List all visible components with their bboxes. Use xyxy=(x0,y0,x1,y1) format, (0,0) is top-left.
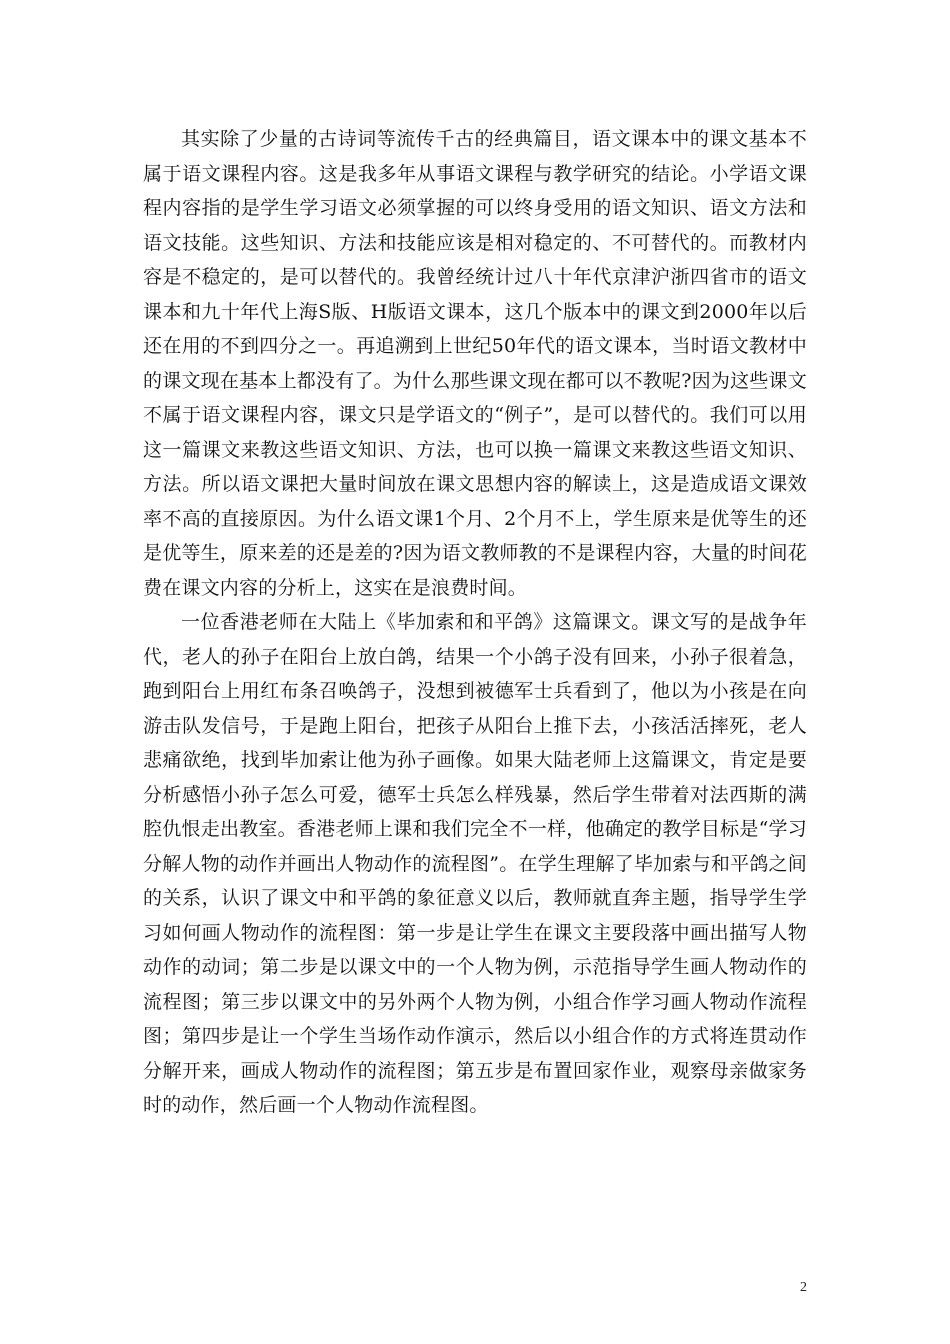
page-number: 2 xyxy=(800,1280,807,1295)
document-body xyxy=(143,122,807,1123)
body-paragraph-1: 其实除了少量的古诗词等流传千古的经典篇目，语文课本中的课文基本不属于语文课程内容。这是我多年从事语文课程与教学研究的结论。小学语文课程内容指的是学生学习语文必须掌握的可以终身受用的语文知识、语文方法和语文技能。这些知识、方法和技能应该是相对稳定的、不可替代的。而教材内容是不稳定的，是可以替代的。我曾经统计过八十年代京津沪浙四省市的语文课本和九十年代上海S版、H版语文课本，这几个版本中的课文到2000年以后还在用的不到四分之一。再追溯到上世纪50年代的语文课本，当时语文教材中的课文现在基本上都没有了。为什么那些课文现在都可以不教呢?因为这些课文不属于语文课程内容，课文只是学语文的“例子”，是可以替代的。我们可以用这一篇课文来教这些语文知识、方法，也可以换一篇课文来教这些语文知识、方法。所以语文课把大量时间放在课文思想内容的解读上，这是造成语文课效率不高的直接原因。为什么语文课1个月、2个月不上，学生原来是优等生的还是优等生，原来差的还是差的?因为语文教师教的不是课程内容，大量的时间花费在课文内容的分析上，这实在是浪费时间。 xyxy=(143,128,807,599)
body-paragraph-2: 一位香港老师在大陆上《毕加索和和平鸽》这篇课文。课文写的是战争年代，老人的孙子在阳台上放白鸽，结果一个小鸽子没有回来，小孙子很着急，跑到阳台上用红布条召唤鸽子，没想到被德军士兵看到了，他以为小孩是在向游击队发信号，于是跑上阳台，把孩子从阳台上推下去，小孩活活摔死，老人悲痛欲绝，找到毕加索让他为孙子画像。如果大陆老师上这篇课文，肯定是要分析感悟小孙子怎么可爱，德军士兵怎么样残暴，然后学生带着对法西斯的满腔仇恨走出教室。香港老师上课和我们完全不一样，他确定的教学目标是“学习分解人物的动作并画出人物动作的流程图”。在学生理解了毕加索与和平鸽之间的关系，认识了课文中和平鸽的象征意义以后，教师就直奔主题，指导学生学习如何画人物动作的流程图：第一步是让学生在课文主要段落中画出描写人物动作的动词；第二步是以课文中的一个人物为例，示范指导学生画人物动作的流程图；第三步以课文中的另外两个人物为例，小组合作学习画人物动作流程图；第四步是让一个学生当场作动作演示，然后以小组合作的方式将连贯动作分解开来，画成人物动作的流程图；第五步是布置回家作业，观察母亲做家务时的动作，然后画一个人物动作流程图。 xyxy=(143,611,807,1116)
